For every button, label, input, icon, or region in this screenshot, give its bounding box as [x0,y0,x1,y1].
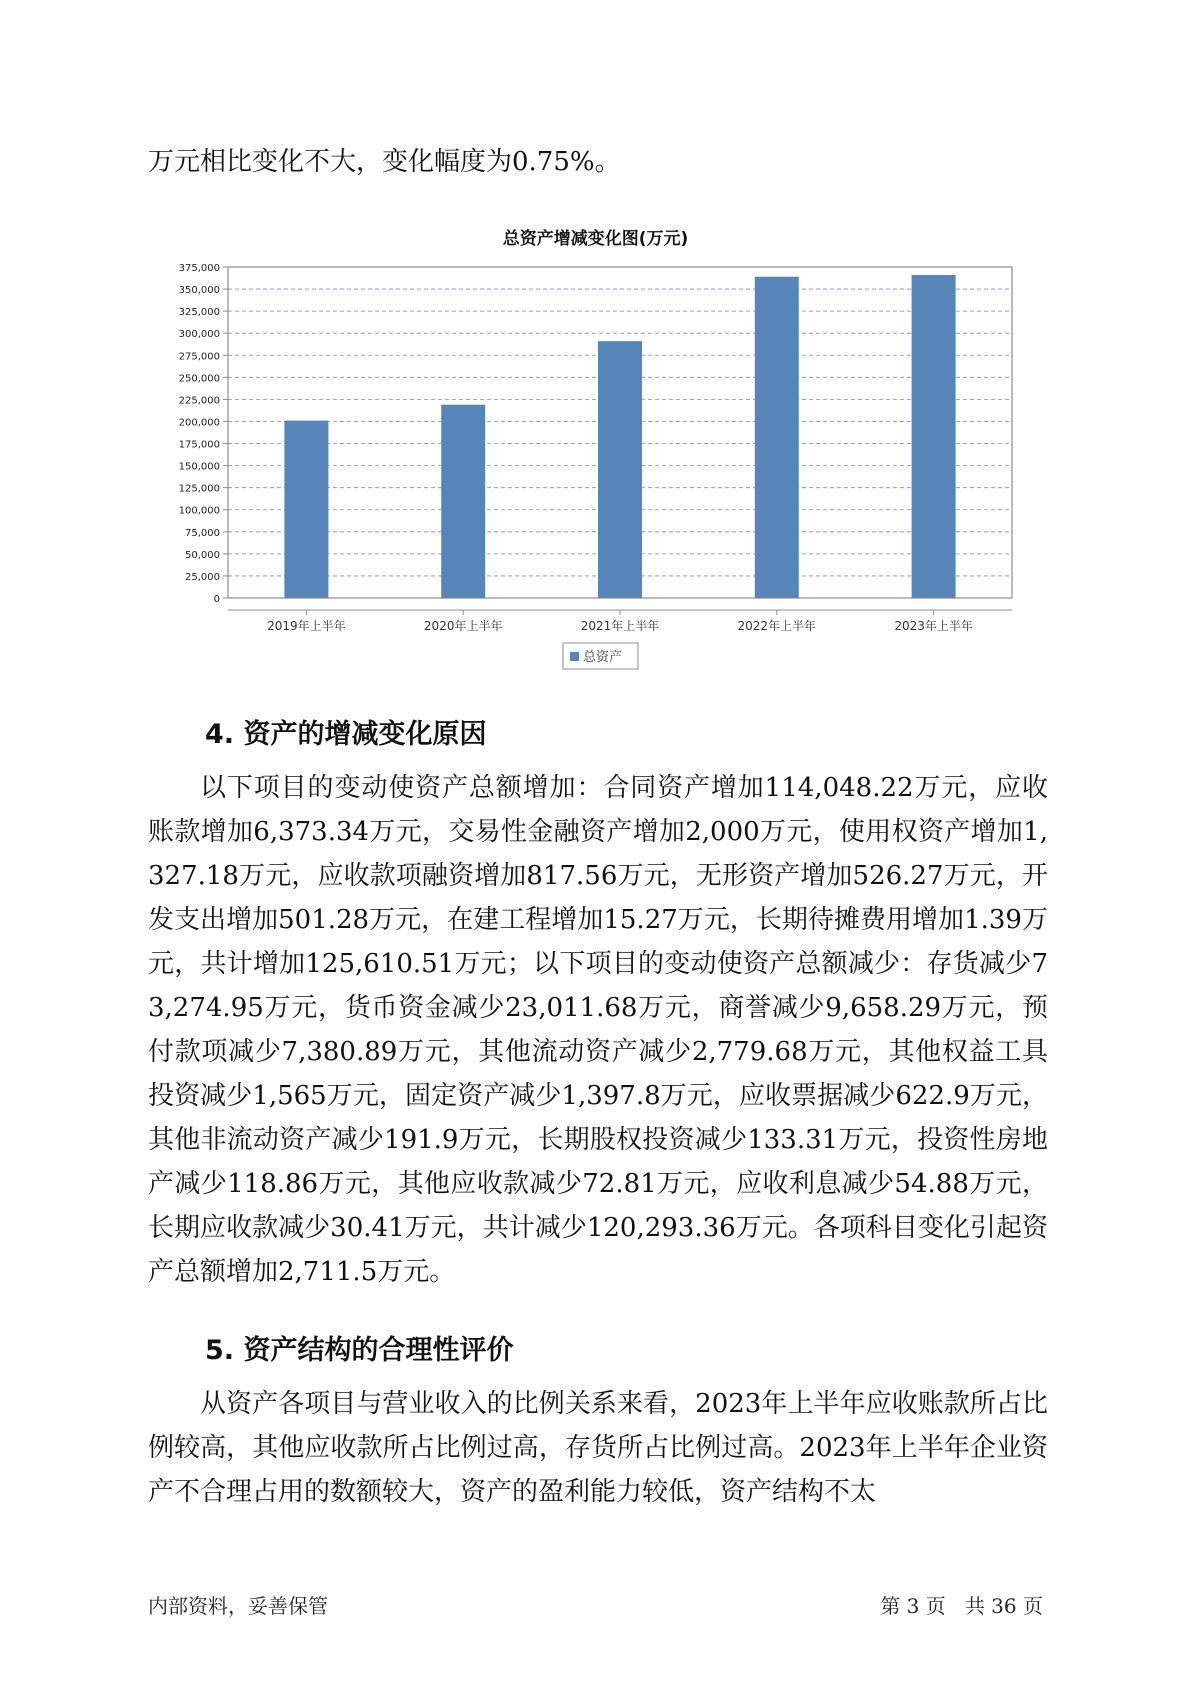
section4-paragraph: 以下项目的变动使资产总额增加：合同资产增加114,048.22万元，应收账款增加6,373.34万元，交易性金融资产增加2,000万元，使用权资产增加1,327.18万元，应收款项融资增加817.56万元，无形资产增加526.27万元，开发支出增加501.28万元，在建工程增加15.27万元，长期待摊费用增加1.39万元，共计增加125,610.51万元；以下项目的变动使资产总额减少：存货减少73,274.95万元，货币资金减少23,011.68万元，商誉减少9,658.29万元，预付款项减少7,380.89万元，其他流动资产减少2,779.68万元，其他权益工具投资减少1,565万元，固定资产减少1,397.8万元，应收票据减少622.9万元，其他非流动资产减少191.9万元，长期股权投资减少133.31万元，投资性房地产减少118.86万元，其他应收款减少72.81万元，应收利息减少54.88万元，长期应收款减少30.41万元，共计减少120,293.36万元。各项科目变化引起资产总额增加2,711.5万元。 [148,773,1048,1287]
legend-label: 总资产 [583,650,623,665]
footer-left-text: 内部资料，妥善保管 [148,1594,328,1618]
section5-heading: 5. 资产结构的合理性评价 [205,1335,514,1366]
x-tick-label: 2020年上半年 [423,619,503,633]
bar [598,341,642,598]
bar [755,277,799,598]
bar [441,405,485,598]
x-tick-label: 2019年上半年 [267,619,346,633]
assets-bar-chart [0,0,1191,700]
y-tick-label: 225,000 [178,395,220,407]
y-tick-label: 175,000 [178,439,220,451]
y-tick-label: 25,000 [185,571,220,583]
y-tick-label: 375,000 [178,263,220,274]
y-tick-label: 250,000 [178,373,220,385]
y-tick-label: 150,000 [178,461,220,473]
section5-paragraph: 从资产各项目与营业收入的比例关系来看，2023年上半年应收账款所占比例较高，其他应收款所占比例过高，存货所占比例过高。2023年上半年企业资产不合理占用的数额较大，资产的盈利能力较低，资产结构不太 [148,1389,1048,1507]
y-tick-label: 75,000 [185,527,220,539]
x-tick-label: 2023年上半年 [894,619,973,633]
y-tick-label: 200,000 [178,417,220,429]
y-tick-label: 125,000 [178,483,220,495]
section4-heading: 4. 资产的增减变化原因 [205,719,487,750]
y-tick-label: 300,000 [178,329,220,341]
bar [284,421,328,598]
y-tick-label: 350,000 [178,285,220,297]
top-line-text: 万元相比变化不大，变化幅度为0.75%。 [148,147,621,177]
legend-swatch [570,652,579,661]
x-tick-label: 2021年上半年 [580,619,660,633]
y-tick-label: 100,000 [178,505,220,517]
y-tick-label: 0 [213,594,220,605]
y-tick-label: 50,000 [185,549,220,561]
footer-page-number: 第 3 页 共 36 页 [880,1594,1043,1618]
chart-title: 总资产增减变化图(万元) [502,229,689,249]
y-tick-label: 275,000 [178,351,220,363]
x-tick-label: 2022年上半年 [737,619,817,633]
y-tick-label: 325,000 [178,307,220,319]
bar [912,275,956,598]
